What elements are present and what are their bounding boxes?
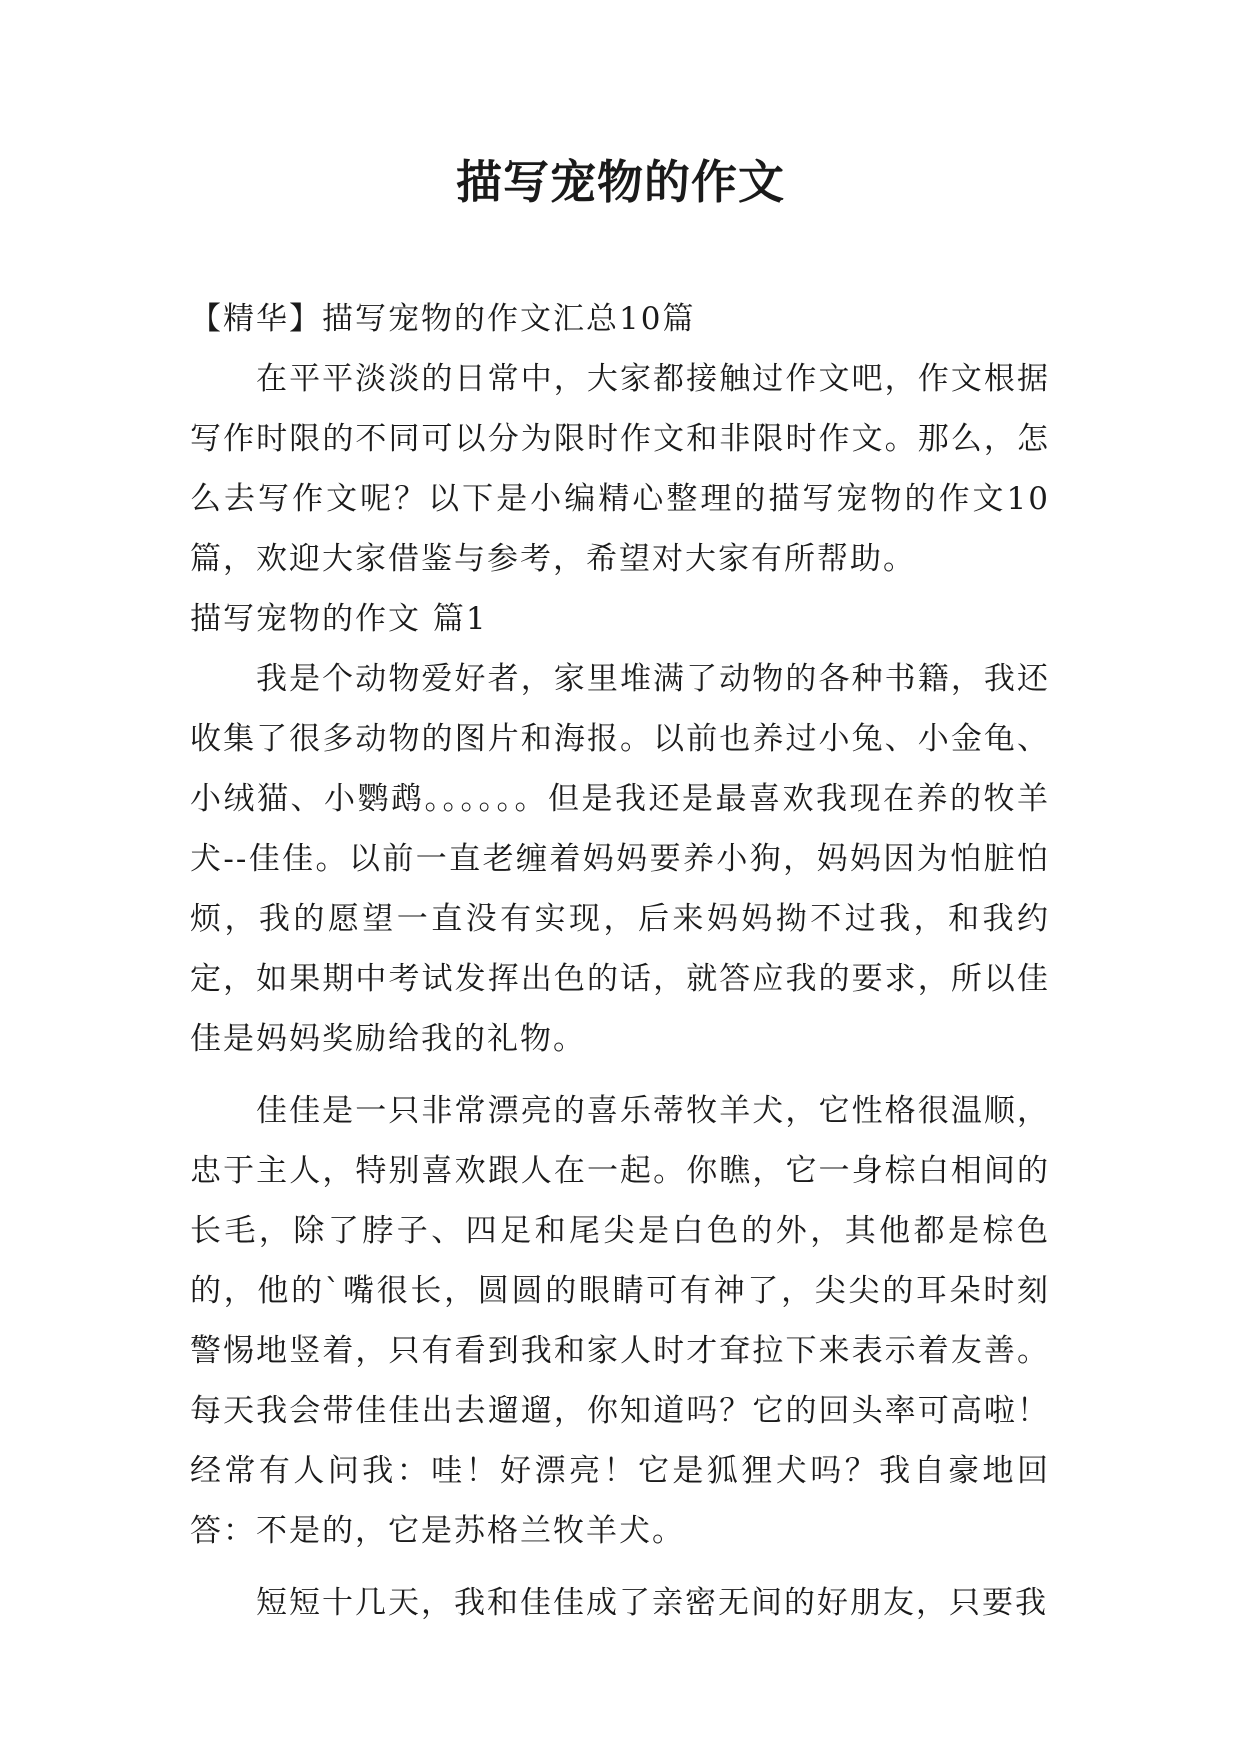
body-paragraph-1: 我是个动物爱好者，家里堆满了动物的各种书籍，我还收集了很多动物的图片和海报。以前也养过小兔、小金龟、小绒猫、小鹦鹉。。。。。。但是我还是最喜欢我现在养的牧羊犬--佳佳。以前一直老缠着妈妈要养小狗，妈妈因为怕脏怕烦，我的愿望一直没有实现，后来妈妈拗不过我，和我约定，如果期中考试发挥出色的话，就答应我的要求，所以佳佳是妈妈奖励给我的礼物。 (190, 661, 1050, 1057)
body-paragraph-3: 短短十几天，我和佳佳成了亲密无间的好朋友，只要我 (256, 1585, 1048, 1621)
document-subtitle: 【精华】描写宠物的作文汇总10篇 (190, 301, 696, 337)
document-body (190, 289, 1050, 1633)
intro-paragraph: 在平平淡淡的日常中，大家都接触过作文吧，作文根据写作时限的不同可以分为限时作文和非限时作文。那么，怎么去写作文呢？以下是小编精心整理的描写宠物的作文10篇，欢迎大家借鉴与参考，希望对大家有所帮助。 (190, 361, 1050, 577)
document-title: 描写宠物的作文 (456, 155, 785, 209)
section-heading: 描写宠物的作文 篇1 (190, 601, 488, 637)
body-paragraph-2: 佳佳是一只非常漂亮的喜乐蒂牧羊犬，它性格很温顺，忠于主人，特别喜欢跟人在一起。你瞧，它一身棕白相间的长毛，除了脖子、四足和尾尖是白色的外，其他都是棕色的，他的`嘴很长，圆圆的眼睛可有神了，尖尖的耳朵时刻警惕地竖着，只有看到我和家人时才耷拉下来表示着友善。每天我会带佳佳出去遛遛，你知道吗？它的回头率可高啦！经常有人问我：哇！好漂亮！它是狐狸犬吗？我自豪地回答：不是的，它是苏格兰牧羊犬。 (190, 1093, 1050, 1549)
